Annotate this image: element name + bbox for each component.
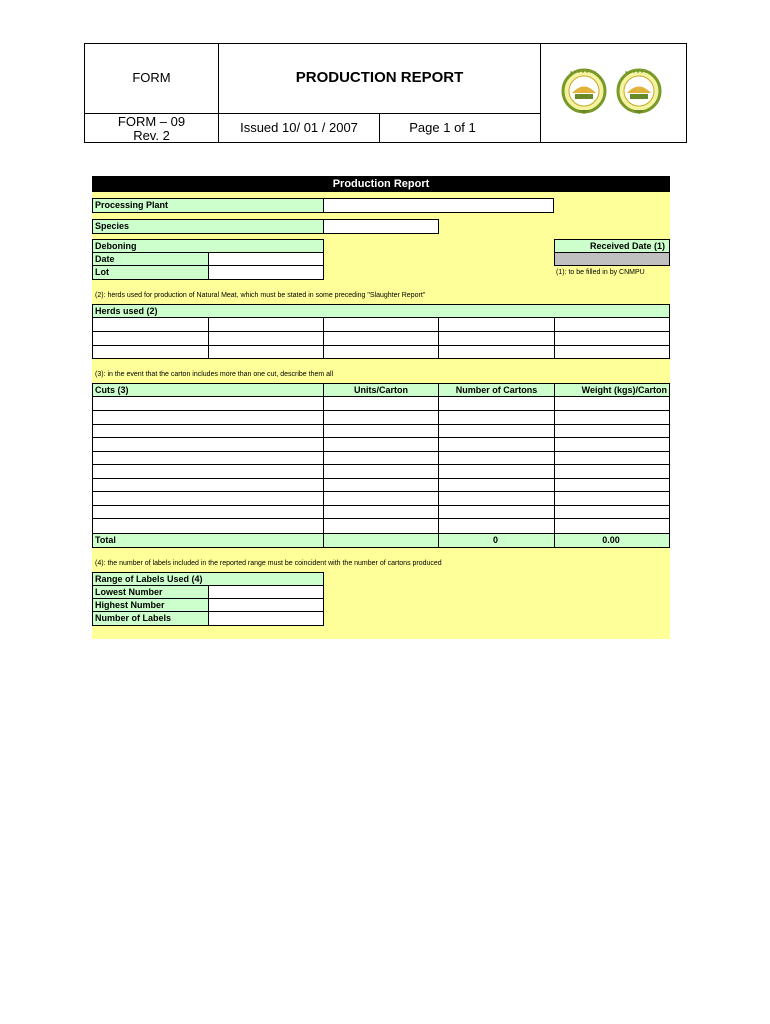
lot-field[interactable] [208, 265, 324, 280]
form-number: FORM – 09 [117, 114, 186, 129]
range-header-cell [92, 572, 324, 586]
form-title: Production Report [332, 178, 430, 190]
lot-label: Lot [95, 267, 109, 277]
received-date-field[interactable] [554, 252, 670, 266]
units-header: Units/Carton [354, 385, 408, 395]
note-4: (4): the number of labels included in the reported range must be coincident with the number of cartons produced [95, 560, 442, 567]
highest-field[interactable] [208, 598, 324, 612]
received-date-label: Received Date (1) [589, 241, 665, 251]
date-label: Date [95, 254, 115, 264]
seal-logo-left [558, 64, 610, 116]
cuts-table-body[interactable] [92, 396, 670, 534]
lowest-label: Lowest Number [95, 587, 163, 597]
issued-date: Issued 10/ 01 / 2007 [240, 120, 358, 135]
received-date-label-cell [554, 239, 670, 253]
note-3: (3): in the event that the carton includes more than one cut, describe them all [95, 371, 334, 378]
weight-header: Weight (kgs)/Carton [581, 385, 667, 395]
deboning-label: Deboning [95, 241, 137, 251]
lowest-field[interactable] [208, 585, 324, 599]
page-title: PRODUCTION REPORT [295, 69, 464, 86]
date-field[interactable] [208, 252, 324, 266]
herds-used-header [92, 304, 670, 318]
range-header: Range of Labels Used (4) [95, 574, 203, 584]
form-label: FORM [132, 70, 171, 85]
form-title-bar [92, 176, 670, 192]
total-label: Total [95, 535, 116, 545]
page-number: Page 1 of 1 [409, 120, 476, 135]
lowest-label-cell [92, 585, 209, 599]
cartons-header: Number of Cartons [455, 385, 538, 395]
revision: Rev. 2 [133, 128, 170, 143]
total-row [92, 533, 670, 548]
processing-plant-label-cell [92, 198, 324, 213]
lot-label-cell [92, 265, 209, 280]
deboning-label-cell [92, 239, 324, 253]
total-weight: 0.00 [602, 535, 620, 545]
num-labels-field[interactable] [208, 611, 324, 626]
herds-used-label: Herds used (2) [95, 306, 158, 316]
species-label: Species [95, 221, 130, 231]
species-field[interactable] [323, 219, 439, 234]
num-labels-label-cell [92, 611, 209, 626]
species-label-cell [92, 219, 324, 234]
seal-logo-right [613, 64, 665, 116]
cuts-header-row [92, 383, 670, 397]
cuts-header: Cuts (3) [95, 385, 129, 395]
herds-table[interactable] [92, 317, 670, 359]
num-labels-label: Number of Labels [95, 613, 172, 623]
highest-label: Highest Number [95, 600, 165, 610]
date-label-cell [92, 252, 209, 266]
note-2: (2): herds used for production of Natural Meat, which must be stated in some preceding "Slaughter Report" [95, 292, 426, 299]
total-cartons: 0 [492, 535, 498, 545]
highest-label-cell [92, 598, 209, 612]
processing-plant-field[interactable] [323, 198, 554, 213]
processing-plant-label: Processing Plant [95, 200, 169, 210]
note-1: (1): to be filled in by CNMPU [556, 269, 645, 276]
